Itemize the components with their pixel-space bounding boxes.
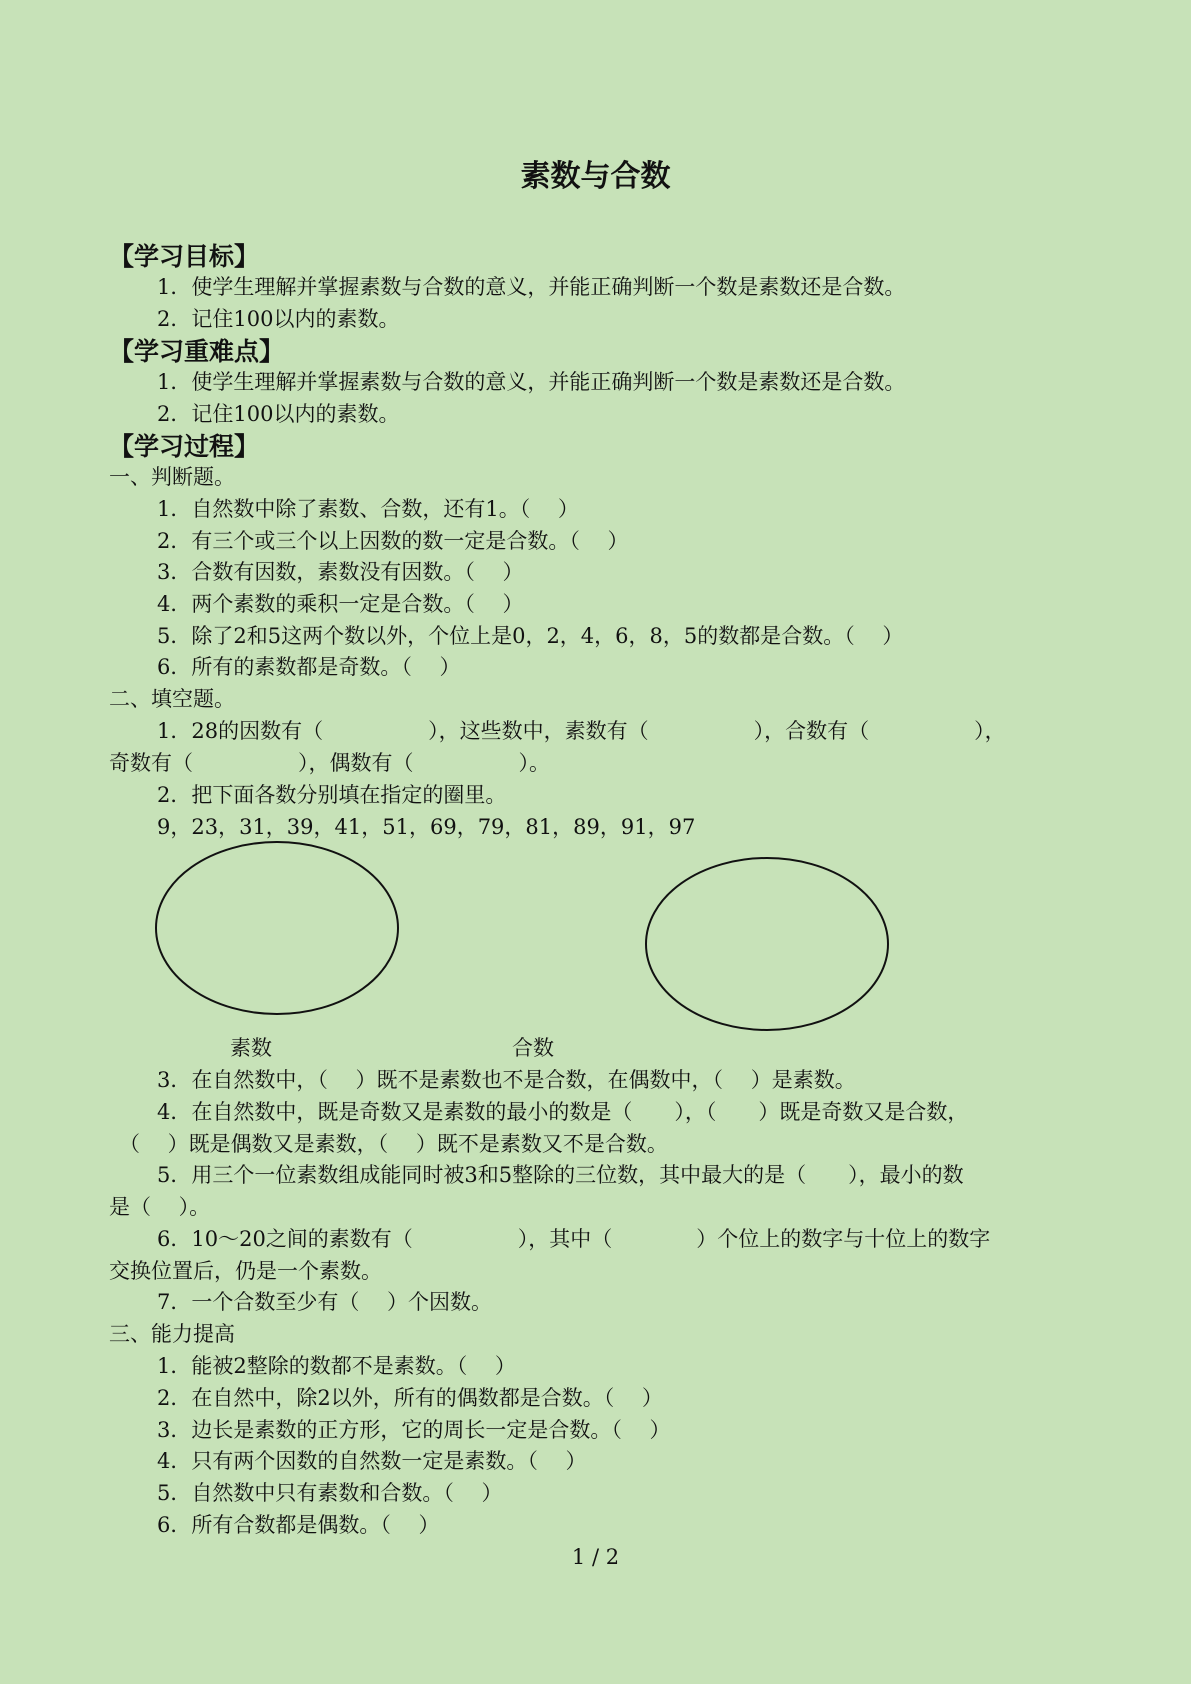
fill-q5-line2: 是（ ）。 [109,1195,211,1219]
fill-q2-numbers: 9，23，31，39，41，51，69，79，81，89，91，97 [157,815,696,839]
fill-q4-line1: 4．在自然数中，既是奇数又是素数的最小的数是（ ），（ ）既是奇数又是合数， [157,1100,969,1124]
ability-item: 4．只有两个因数的自然数一定是素数。（ ） [157,1449,587,1473]
process-heading: 【学习过程】 [109,432,260,461]
page-number: 1 / 2 [571,1545,620,1569]
fill-q1-line2: 奇数有（ ），偶数有（ ）。 [109,751,550,775]
section-fill-title: 二、填空题。 [109,687,235,711]
judgment-item: 2．有三个或三个以上因数的数一定是合数。（ ） [157,529,629,553]
fill-q4-line2: （ ）既是偶数又是素数，（ ）既不是素数又不是合数。 [119,1132,668,1156]
goal-item: 1．使学生理解并掌握素数与合数的意义，并能正确判断一个数是素数还是合数。 [157,275,906,299]
ability-item: 6．所有合数都是偶数。（ ） [157,1513,440,1537]
prime-circle-label: 素数 [230,1036,272,1060]
fill-q2: 2．把下面各数分别填在指定的圈里。 [157,783,507,807]
judgment-item: 6．所有的素数都是奇数。（ ） [157,655,461,679]
goals-heading: 【学习目标】 [109,242,260,271]
composite-circle-label: 合数 [512,1036,554,1060]
fill-q3: 3．在自然数中，（ ）既不是素数也不是合数，在偶数中，（ ）是素数。 [157,1068,856,1092]
judgment-item: 4．两个素数的乘积一定是合数。（ ） [157,592,524,616]
ability-item: 1．能被2整除的数都不是素数。（ ） [157,1354,516,1378]
ability-item: 5．自然数中只有素数和合数。（ ） [157,1481,503,1505]
section-judgment-title: 一、判断题。 [109,465,235,489]
composite-circle [646,858,888,1030]
fill-q6-line1: 6．10～20之间的素数有（ ），其中（ ）个位上的数字与十位上的数字 [157,1227,991,1251]
fill-q1-line1: 1．28的因数有（ ），这些数中，素数有（ ），合数有（ ）， [157,719,1006,743]
fill-q6-line2: 交换位置后，仍是一个素数。 [109,1259,382,1283]
ability-item: 3．边长是素数的正方形，它的周长一定是合数。（ ） [157,1418,671,1442]
key-point-item: 1．使学生理解并掌握素数与合数的意义，并能正确判断一个数是素数还是合数。 [157,370,906,394]
page-title: 素数与合数 [520,159,671,194]
goal-item: 2．记住100以内的素数。 [157,307,400,331]
judgment-item: 5．除了2和5这两个数以外，个位上是0，2，4，6，8，5的数都是合数。（ ） [157,624,904,648]
judgment-item: 1．自然数中除了素数、合数，还有1。（ ） [157,497,579,521]
ability-item: 2．在自然中，除2以外，所有的偶数都是合数。（ ） [157,1386,663,1410]
key-point-item: 2．记住100以内的素数。 [157,402,400,426]
section-ability-title: 三、能力提高 [109,1322,235,1346]
key-points-heading: 【学习重难点】 [109,337,285,366]
fill-q7: 7．一个合数至少有（ ）个因数。 [157,1290,493,1314]
judgment-item: 3．合数有因数，素数没有因数。（ ） [157,560,524,584]
prime-circle [156,842,398,1014]
fill-q5-line1: 5．用三个一位素数组成能同时被3和5整除的三位数，其中最大的是（ ），最小的数 [157,1163,964,1187]
